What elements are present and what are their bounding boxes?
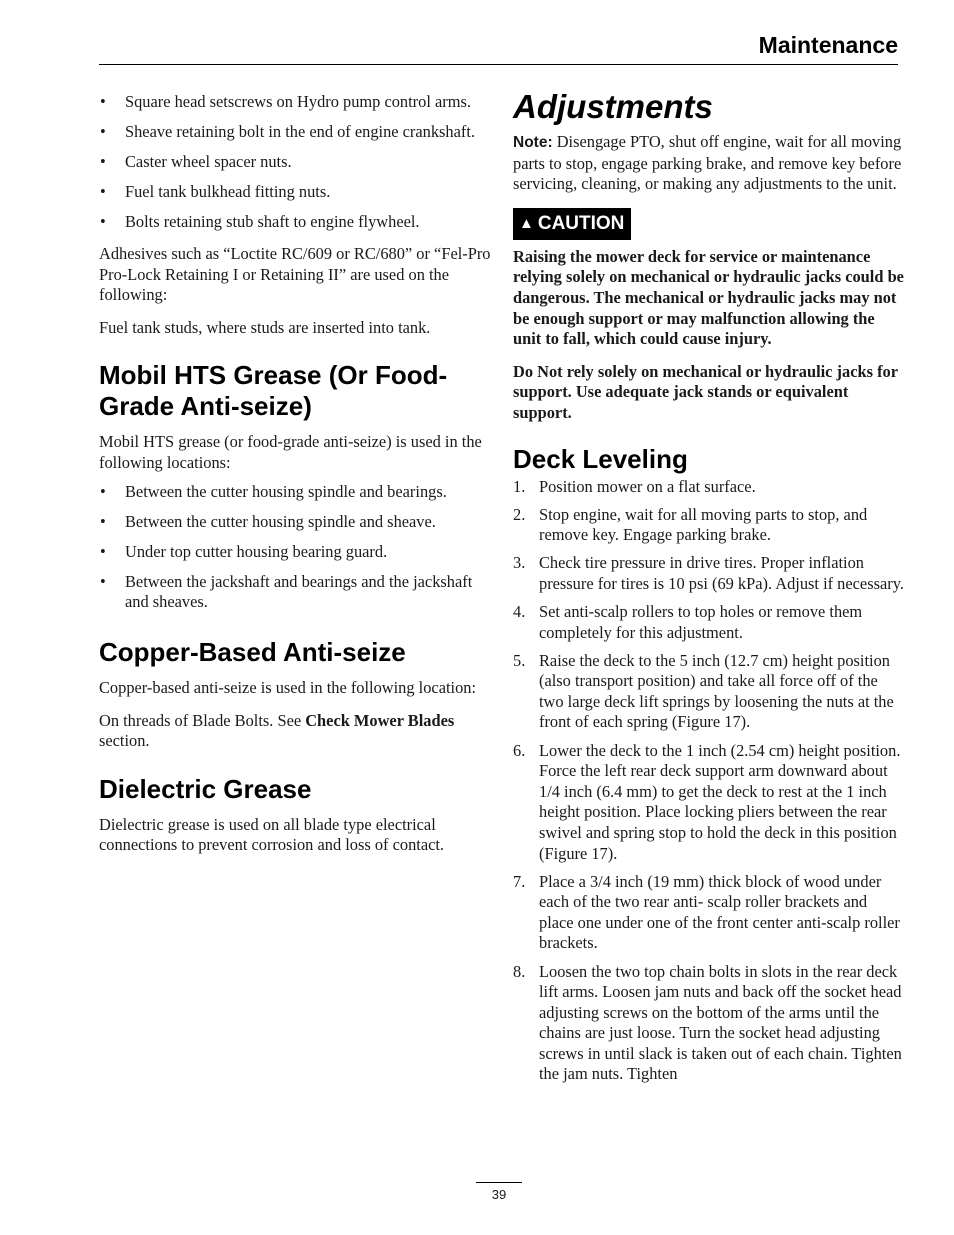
page-number: 39: [491, 1187, 507, 1202]
mobil-grease-paragraph: Mobil HTS grease (or food-grade anti-seize) is used in the following locations:: [99, 432, 482, 472]
warning-triangle-icon: ▲: [519, 214, 534, 232]
left-column: [99, 92, 491, 868]
list-item: • Between the jackshaft and bearings and the jackshaft and sheaves.: [100, 571, 473, 612]
list-item: 6. Lower the deck to the 1 inch (2.54 cm) height position. Force the left rear deck support arm downward about 1/4 inch (6.4 mm) to get the deck to rest at the 1 inch height position. Place locking pliers between the rear swivel and spring stop to hold the deck in this position (Figure 17).: [513, 740, 901, 863]
section-header-title: Maintenance: [758, 32, 898, 58]
list-item: • Between the cutter housing spindle and bearings.: [100, 481, 447, 501]
adjustments-heading: Adjustments: [513, 88, 713, 125]
header-divider: [99, 64, 898, 65]
bullet-icon: •: [100, 182, 106, 202]
note-label: Note:: [513, 134, 553, 151]
list-item: • Between the cutter housing spindle and sheave.: [100, 511, 436, 531]
dielectric-grease-heading: Dielectric Grease: [99, 773, 312, 804]
mobil-grease-heading: Mobil HTS Grease (Or Food-Grade Anti-seize): [99, 360, 448, 422]
caution-instruction-paragraph: Do Not rely solely on mechanical or hydraulic jacks for support. Use adequate jack stands or equivalent support.: [513, 361, 898, 422]
list-item: 2. Stop engine, wait for all moving parts to stop, and remove key. Engage parking brake.: [513, 504, 868, 545]
list-item: 3. Check tire pressure in drive tires. Proper inflation pressure for tires is 10 psi (69 kPa). Adjust if necessary.: [513, 553, 904, 593]
list-item: 7. Place a 3/4 inch (19 mm) thick block of wood under each of the two rear anti- scalp roller brackets and place one under one of the front center anti-scalp roller brackets.: [513, 871, 900, 953]
list-item: 4. Set anti-scalp rollers to top holes or remove them completely for this adjustment.: [513, 602, 863, 642]
footer-divider: [476, 1182, 522, 1183]
list-item: • Under top cutter housing bearing guard.: [100, 541, 388, 561]
fastener-bullet-list: [99, 92, 491, 233]
list-item: • Fuel tank bulkhead fitting nuts.: [100, 182, 331, 202]
list-item: • Sheave retaining bolt in the end of engine crankshaft.: [100, 122, 476, 142]
bullet-icon: •: [100, 212, 106, 232]
adhesives-paragraph: Adhesives such as “Loctite RC/609 or RC/680” or “Fel-Pro Pro-Lock Retaining I or Retaining II” are used on the following:: [99, 243, 491, 305]
bullet-icon: •: [100, 511, 106, 531]
caution-warning-paragraph: Raising the mower deck for service or maintenance relying solely on mechanical or hydraulic jacks could be dangerous. The mechanical or hydraulic jacks may not be enough support or may malfunction allowing the unit to fall, which could cause injury.: [513, 246, 904, 349]
bullet-icon: •: [100, 481, 106, 501]
dielectric-grease-paragraph: Dielectric grease is used on all blade type electrical connections to prevent corrosion and loss of contact.: [99, 814, 445, 855]
bullet-icon: •: [100, 92, 106, 111]
mobil-grease-bullet-list: [99, 482, 491, 613]
list-item: 1. Position mower on a flat surface.: [513, 476, 756, 496]
blade-bolts-paragraph: On threads of Blade Bolts. See Check Mower Blades section.: [99, 710, 455, 751]
bullet-icon: •: [100, 571, 106, 591]
list-item: 5. Raise the deck to the 5 inch (12.7 cm) height position (also transport position) and take all force off of the two large deck lift springs by loosening the nuts at the front of each spring (Figure 17).: [513, 650, 894, 732]
check-mower-blades-reference: Check Mower Blades: [305, 710, 455, 730]
caution-label: CAUTION: [537, 212, 625, 234]
caution-banner: [513, 208, 631, 240]
bullet-icon: •: [100, 541, 106, 561]
right-column: [513, 88, 905, 1093]
deck-leveling-steps: [513, 477, 905, 1086]
list-item: • Square head setscrews on Hydro pump control arms.: [100, 92, 471, 111]
fuel-studs-paragraph: Fuel tank studs, where studs are inserted into tank.: [99, 317, 431, 337]
bullet-icon: •: [100, 122, 106, 142]
bullet-icon: •: [100, 152, 106, 172]
copper-anti-seize-heading: Copper-Based Anti-seize: [99, 637, 406, 667]
copper-anti-seize-paragraph: Copper-based anti-seize is used in the following location:: [99, 678, 477, 697]
deck-leveling-heading: Deck Leveling: [513, 443, 688, 474]
note-paragraph: Note: Disengage PTO, shut off engine, wait for all moving parts to stop, engage parking brake, and remove key before servicing, cleaning, or making any adjustments to the unit.: [513, 132, 902, 194]
list-item: • Bolts retaining stub shaft to engine flywheel.: [100, 212, 420, 232]
list-item: • Caster wheel spacer nuts.: [100, 152, 292, 172]
list-item: 8. Loosen the two top chain bolts in slots in the rear deck lift arms. Loosen jam nuts and back off the socket head adjusting screws on the bottom of the arms until the chains are just loose. Turn the socket head adjusting screws in until slack is taken out of each chain. Tighten the jam nuts. Tighten: [513, 961, 902, 1084]
